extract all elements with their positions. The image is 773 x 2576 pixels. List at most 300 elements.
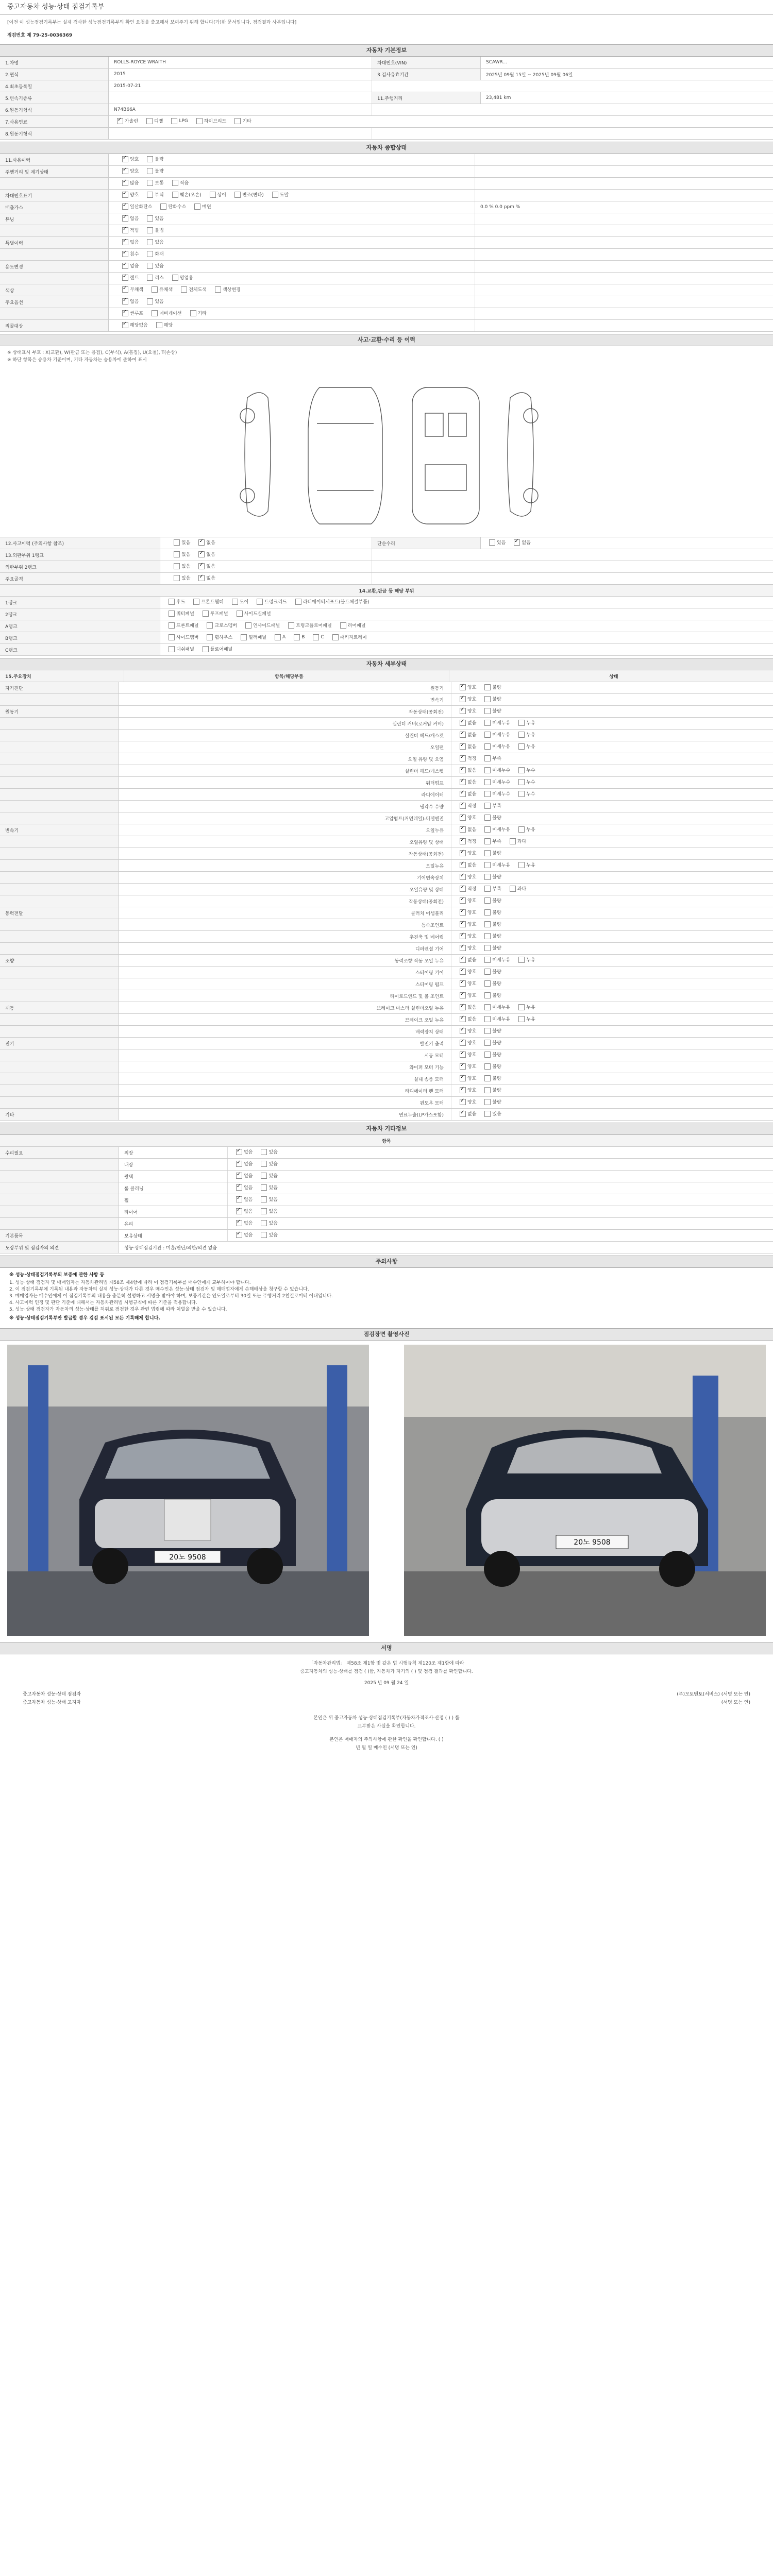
option[interactable] xyxy=(233,610,271,617)
option[interactable] xyxy=(457,696,476,702)
checkbox[interactable] xyxy=(236,1220,242,1226)
option[interactable] xyxy=(481,1027,501,1034)
option[interactable] xyxy=(515,731,535,738)
option[interactable] xyxy=(144,227,163,233)
option[interactable] xyxy=(481,684,501,690)
checkbox[interactable] xyxy=(460,755,466,761)
checkbox[interactable] xyxy=(203,646,209,652)
checkbox[interactable] xyxy=(261,1173,267,1179)
option[interactable] xyxy=(457,1015,476,1022)
checkbox[interactable] xyxy=(484,897,491,904)
option[interactable] xyxy=(507,885,526,892)
checkbox[interactable] xyxy=(193,599,199,605)
checkbox[interactable] xyxy=(484,720,491,726)
option[interactable] xyxy=(481,778,510,785)
option[interactable] xyxy=(144,156,163,162)
checkbox[interactable] xyxy=(460,767,466,773)
checkbox[interactable] xyxy=(484,1075,491,1081)
checkbox[interactable] xyxy=(518,791,525,797)
checkbox[interactable] xyxy=(261,1196,267,1202)
checkbox[interactable] xyxy=(210,192,216,198)
checkbox[interactable] xyxy=(518,957,525,963)
checkbox[interactable] xyxy=(172,192,178,198)
checkbox[interactable] xyxy=(484,755,491,761)
option[interactable] xyxy=(457,1087,476,1093)
option[interactable] xyxy=(457,909,476,916)
checkbox[interactable] xyxy=(484,992,491,998)
checkbox[interactable] xyxy=(288,622,294,629)
option[interactable] xyxy=(515,1015,535,1022)
option[interactable] xyxy=(457,1051,476,1058)
checkbox[interactable] xyxy=(174,539,180,546)
checkbox[interactable] xyxy=(484,957,491,963)
checkbox[interactable] xyxy=(489,539,495,546)
checkbox[interactable] xyxy=(460,969,466,975)
option[interactable] xyxy=(515,743,535,750)
checkbox[interactable] xyxy=(203,611,209,617)
checkbox[interactable] xyxy=(518,862,525,868)
option[interactable] xyxy=(148,286,173,293)
checkbox[interactable] xyxy=(518,826,525,833)
checkbox[interactable] xyxy=(484,732,491,738)
checkbox[interactable] xyxy=(147,298,153,304)
option[interactable] xyxy=(233,1148,253,1155)
option[interactable] xyxy=(481,1075,501,1081)
option[interactable] xyxy=(204,634,232,640)
option[interactable] xyxy=(457,814,476,821)
option[interactable] xyxy=(457,767,476,773)
checkbox[interactable] xyxy=(484,909,491,916)
checkbox[interactable] xyxy=(236,1232,242,1238)
checkbox[interactable] xyxy=(169,646,175,652)
option[interactable] xyxy=(515,790,535,797)
checkbox[interactable] xyxy=(122,156,128,162)
option[interactable] xyxy=(157,203,186,210)
checkbox[interactable] xyxy=(261,1220,267,1226)
checkbox[interactable] xyxy=(122,227,128,233)
checkbox[interactable] xyxy=(484,850,491,856)
checkbox[interactable] xyxy=(484,1087,491,1093)
checkbox[interactable] xyxy=(294,634,300,640)
option[interactable] xyxy=(457,1004,476,1010)
option[interactable] xyxy=(229,598,248,605)
option[interactable] xyxy=(481,933,501,939)
option[interactable] xyxy=(269,191,289,198)
option[interactable] xyxy=(187,310,207,316)
option[interactable] xyxy=(511,539,530,546)
option[interactable] xyxy=(481,861,510,868)
option[interactable] xyxy=(207,191,226,198)
checkbox[interactable] xyxy=(460,684,466,690)
checkbox[interactable] xyxy=(147,168,153,174)
option[interactable] xyxy=(231,117,251,124)
option[interactable] xyxy=(486,539,506,546)
option[interactable] xyxy=(254,598,287,605)
checkbox[interactable] xyxy=(122,263,128,269)
checkbox[interactable] xyxy=(484,874,491,880)
checkbox[interactable] xyxy=(460,933,466,939)
option[interactable] xyxy=(285,622,332,629)
checkbox[interactable] xyxy=(122,251,128,257)
checkbox[interactable] xyxy=(181,286,187,293)
option[interactable] xyxy=(114,117,138,124)
checkbox[interactable] xyxy=(484,826,491,833)
checkbox[interactable] xyxy=(460,803,466,809)
option[interactable] xyxy=(272,634,285,640)
option[interactable] xyxy=(515,1004,535,1010)
option[interactable] xyxy=(481,743,510,750)
option[interactable] xyxy=(171,574,190,581)
checkbox[interactable] xyxy=(147,215,153,222)
option[interactable] xyxy=(481,767,510,773)
checkbox[interactable] xyxy=(518,743,525,750)
option[interactable] xyxy=(457,707,476,714)
option[interactable] xyxy=(144,239,163,245)
checkbox[interactable] xyxy=(190,310,196,316)
option[interactable] xyxy=(329,634,367,640)
checkbox[interactable] xyxy=(169,599,175,605)
checkbox[interactable] xyxy=(236,1149,242,1155)
checkbox[interactable] xyxy=(460,1087,466,1093)
checkbox[interactable] xyxy=(207,622,213,629)
option[interactable] xyxy=(481,790,510,797)
option[interactable] xyxy=(481,707,501,714)
option[interactable] xyxy=(457,1075,476,1081)
checkbox[interactable] xyxy=(460,1075,466,1081)
checkbox[interactable] xyxy=(510,838,516,844)
option[interactable] xyxy=(457,921,476,927)
option[interactable] xyxy=(457,838,476,844)
checkbox[interactable] xyxy=(460,1028,466,1034)
checkbox[interactable] xyxy=(122,322,128,328)
checkbox[interactable] xyxy=(122,286,128,293)
checkbox[interactable] xyxy=(196,118,203,124)
checkbox[interactable] xyxy=(518,720,525,726)
option[interactable] xyxy=(457,1063,476,1070)
checkbox[interactable] xyxy=(460,945,466,951)
checkbox[interactable] xyxy=(460,992,466,998)
option[interactable] xyxy=(258,1208,277,1214)
option[interactable] xyxy=(171,551,190,557)
checkbox[interactable] xyxy=(484,945,491,951)
checkbox[interactable] xyxy=(122,168,128,174)
option[interactable] xyxy=(233,1196,253,1202)
option[interactable] xyxy=(119,215,139,222)
checkbox[interactable] xyxy=(261,1208,267,1214)
checkbox[interactable] xyxy=(460,874,466,880)
option[interactable] xyxy=(119,262,139,269)
option[interactable] xyxy=(481,802,501,809)
option[interactable] xyxy=(233,1160,253,1167)
checkbox[interactable] xyxy=(261,1161,267,1167)
checkbox[interactable] xyxy=(122,298,128,304)
option[interactable] xyxy=(481,1110,501,1117)
option[interactable] xyxy=(481,921,501,927)
option[interactable] xyxy=(231,191,264,198)
checkbox[interactable] xyxy=(215,286,221,293)
checkbox[interactable] xyxy=(152,310,158,316)
option[interactable] xyxy=(481,1039,501,1046)
option[interactable] xyxy=(258,1172,277,1179)
checkbox[interactable] xyxy=(460,720,466,726)
option[interactable] xyxy=(242,622,280,629)
option[interactable] xyxy=(258,1148,277,1155)
checkbox[interactable] xyxy=(484,815,491,821)
checkbox[interactable] xyxy=(117,118,123,124)
option[interactable] xyxy=(119,321,148,328)
option[interactable] xyxy=(193,117,226,124)
checkbox[interactable] xyxy=(172,275,178,281)
checkbox[interactable] xyxy=(122,204,128,210)
option[interactable] xyxy=(457,684,476,690)
checkbox[interactable] xyxy=(484,1111,491,1117)
option[interactable] xyxy=(238,634,266,640)
checkbox[interactable] xyxy=(198,551,205,557)
checkbox[interactable] xyxy=(484,1099,491,1105)
checkbox[interactable] xyxy=(236,1173,242,1179)
option[interactable] xyxy=(119,310,143,316)
checkbox[interactable] xyxy=(460,1052,466,1058)
option[interactable] xyxy=(195,551,215,557)
option[interactable] xyxy=(199,646,232,652)
option[interactable] xyxy=(457,885,476,892)
checkbox[interactable] xyxy=(484,684,491,690)
checkbox[interactable] xyxy=(518,779,525,785)
checkbox[interactable] xyxy=(484,862,491,868)
checkbox[interactable] xyxy=(484,1028,491,1034)
checkbox[interactable] xyxy=(484,1016,491,1022)
option[interactable] xyxy=(457,850,476,856)
checkbox[interactable] xyxy=(484,767,491,773)
option[interactable] xyxy=(481,1004,510,1010)
checkbox[interactable] xyxy=(460,862,466,868)
option[interactable] xyxy=(481,980,501,987)
checkbox[interactable] xyxy=(313,634,319,640)
option[interactable] xyxy=(119,286,143,293)
checkbox[interactable] xyxy=(147,192,153,198)
checkbox[interactable] xyxy=(236,1161,242,1167)
checkbox[interactable] xyxy=(245,622,251,629)
option[interactable] xyxy=(119,274,139,281)
checkbox[interactable] xyxy=(484,886,491,892)
checkbox[interactable] xyxy=(234,118,241,124)
option[interactable] xyxy=(169,274,193,281)
checkbox[interactable] xyxy=(174,575,180,581)
option[interactable] xyxy=(233,1208,253,1214)
checkbox[interactable] xyxy=(172,180,178,186)
option[interactable] xyxy=(204,622,237,629)
option[interactable] xyxy=(119,298,139,304)
option[interactable] xyxy=(233,1219,253,1226)
option[interactable] xyxy=(310,634,324,640)
option[interactable] xyxy=(481,909,501,916)
option[interactable] xyxy=(199,610,228,617)
checkbox[interactable] xyxy=(460,826,466,833)
checkbox[interactable] xyxy=(147,239,153,245)
checkbox[interactable] xyxy=(169,622,175,629)
option[interactable] xyxy=(457,1110,476,1117)
checkbox[interactable] xyxy=(122,180,128,186)
checkbox[interactable] xyxy=(484,779,491,785)
checkbox[interactable] xyxy=(169,611,175,617)
option[interactable] xyxy=(457,1039,476,1046)
option[interactable] xyxy=(457,897,476,904)
checkbox[interactable] xyxy=(340,622,346,629)
option[interactable] xyxy=(515,778,535,785)
option[interactable] xyxy=(457,826,476,833)
option[interactable] xyxy=(481,1098,501,1105)
option[interactable] xyxy=(233,1184,253,1191)
option[interactable] xyxy=(119,227,139,233)
option[interactable] xyxy=(515,719,535,726)
option[interactable] xyxy=(481,968,501,975)
checkbox[interactable] xyxy=(275,634,281,640)
option[interactable] xyxy=(457,861,476,868)
checkbox[interactable] xyxy=(460,696,466,702)
option[interactable] xyxy=(258,1184,277,1191)
checkbox[interactable] xyxy=(236,1184,242,1191)
option[interactable] xyxy=(481,814,501,821)
option[interactable] xyxy=(481,755,501,761)
checkbox[interactable] xyxy=(460,1099,466,1105)
checkbox[interactable] xyxy=(518,767,525,773)
option[interactable] xyxy=(212,286,241,293)
option[interactable] xyxy=(481,850,501,856)
option[interactable] xyxy=(195,539,215,546)
option[interactable] xyxy=(457,992,476,998)
checkbox[interactable] xyxy=(146,118,153,124)
option[interactable] xyxy=(457,968,476,975)
option[interactable] xyxy=(481,956,510,963)
option[interactable] xyxy=(515,767,535,773)
option[interactable] xyxy=(144,298,163,304)
option[interactable] xyxy=(515,826,535,833)
option[interactable] xyxy=(153,321,173,328)
option[interactable] xyxy=(168,118,188,124)
option[interactable] xyxy=(457,743,476,750)
checkbox[interactable] xyxy=(460,815,466,821)
checkbox[interactable] xyxy=(147,180,153,186)
checkbox[interactable] xyxy=(484,1063,491,1070)
checkbox[interactable] xyxy=(460,732,466,738)
option[interactable] xyxy=(515,956,535,963)
checkbox[interactable] xyxy=(236,1208,242,1214)
option[interactable] xyxy=(144,250,163,257)
option[interactable] xyxy=(165,634,198,640)
checkbox[interactable] xyxy=(518,1004,525,1010)
checkbox[interactable] xyxy=(460,779,466,785)
option[interactable] xyxy=(481,944,501,951)
checkbox[interactable] xyxy=(484,969,491,975)
option[interactable] xyxy=(481,897,501,904)
option[interactable] xyxy=(481,719,510,726)
checkbox[interactable] xyxy=(232,599,238,605)
checkbox[interactable] xyxy=(484,791,491,797)
option[interactable] xyxy=(457,1098,476,1105)
option[interactable] xyxy=(119,239,139,245)
checkbox[interactable] xyxy=(460,957,466,963)
checkbox[interactable] xyxy=(198,563,205,569)
option[interactable] xyxy=(195,574,215,581)
option[interactable] xyxy=(457,956,476,963)
checkbox[interactable] xyxy=(484,803,491,809)
checkbox[interactable] xyxy=(147,275,153,281)
checkbox[interactable] xyxy=(147,251,153,257)
option[interactable] xyxy=(481,838,501,844)
checkbox[interactable] xyxy=(460,743,466,750)
checkbox[interactable] xyxy=(295,599,301,605)
checkbox[interactable] xyxy=(122,275,128,281)
option[interactable] xyxy=(457,944,476,951)
option[interactable] xyxy=(144,274,163,281)
checkbox[interactable] xyxy=(460,1111,466,1117)
checkbox[interactable] xyxy=(460,1016,466,1022)
checkbox[interactable] xyxy=(169,634,175,640)
option[interactable] xyxy=(148,310,181,316)
option[interactable] xyxy=(119,167,139,174)
checkbox[interactable] xyxy=(484,1004,491,1010)
option[interactable] xyxy=(171,563,190,569)
checkbox[interactable] xyxy=(257,599,263,605)
option[interactable] xyxy=(457,790,476,797)
checkbox[interactable] xyxy=(484,1052,491,1058)
option[interactable] xyxy=(481,1063,501,1070)
checkbox[interactable] xyxy=(261,1149,267,1155)
option[interactable] xyxy=(190,598,223,605)
checkbox[interactable] xyxy=(152,286,158,293)
checkbox[interactable] xyxy=(261,1232,267,1238)
option[interactable] xyxy=(515,861,535,868)
checkbox[interactable] xyxy=(518,732,525,738)
option[interactable] xyxy=(481,873,501,880)
option[interactable] xyxy=(481,1051,501,1058)
checkbox[interactable] xyxy=(460,791,466,797)
option[interactable] xyxy=(169,179,189,186)
option[interactable] xyxy=(258,1219,277,1226)
checkbox[interactable] xyxy=(510,886,516,892)
option[interactable] xyxy=(143,117,163,124)
option[interactable] xyxy=(457,719,476,726)
option[interactable] xyxy=(481,1087,501,1093)
option[interactable] xyxy=(457,755,476,761)
checkbox[interactable] xyxy=(518,1016,525,1022)
option[interactable] xyxy=(144,179,163,186)
option[interactable] xyxy=(233,1172,253,1179)
option[interactable] xyxy=(337,622,366,629)
option[interactable] xyxy=(119,203,152,210)
option[interactable] xyxy=(292,598,369,605)
option[interactable] xyxy=(481,731,510,738)
option[interactable] xyxy=(457,933,476,939)
checkbox[interactable] xyxy=(122,215,128,222)
option[interactable] xyxy=(481,826,510,833)
option[interactable] xyxy=(507,838,526,844)
checkbox[interactable] xyxy=(460,897,466,904)
option[interactable] xyxy=(258,1231,277,1238)
option[interactable] xyxy=(171,539,190,546)
option[interactable] xyxy=(481,992,501,998)
checkbox[interactable] xyxy=(234,192,241,198)
checkbox[interactable] xyxy=(460,850,466,856)
checkbox[interactable] xyxy=(484,743,491,750)
checkbox[interactable] xyxy=(460,909,466,916)
option[interactable] xyxy=(258,1160,277,1167)
option[interactable] xyxy=(481,696,501,702)
option[interactable] xyxy=(119,191,139,198)
checkbox[interactable] xyxy=(484,921,491,927)
option[interactable] xyxy=(144,262,163,269)
checkbox[interactable] xyxy=(484,933,491,939)
